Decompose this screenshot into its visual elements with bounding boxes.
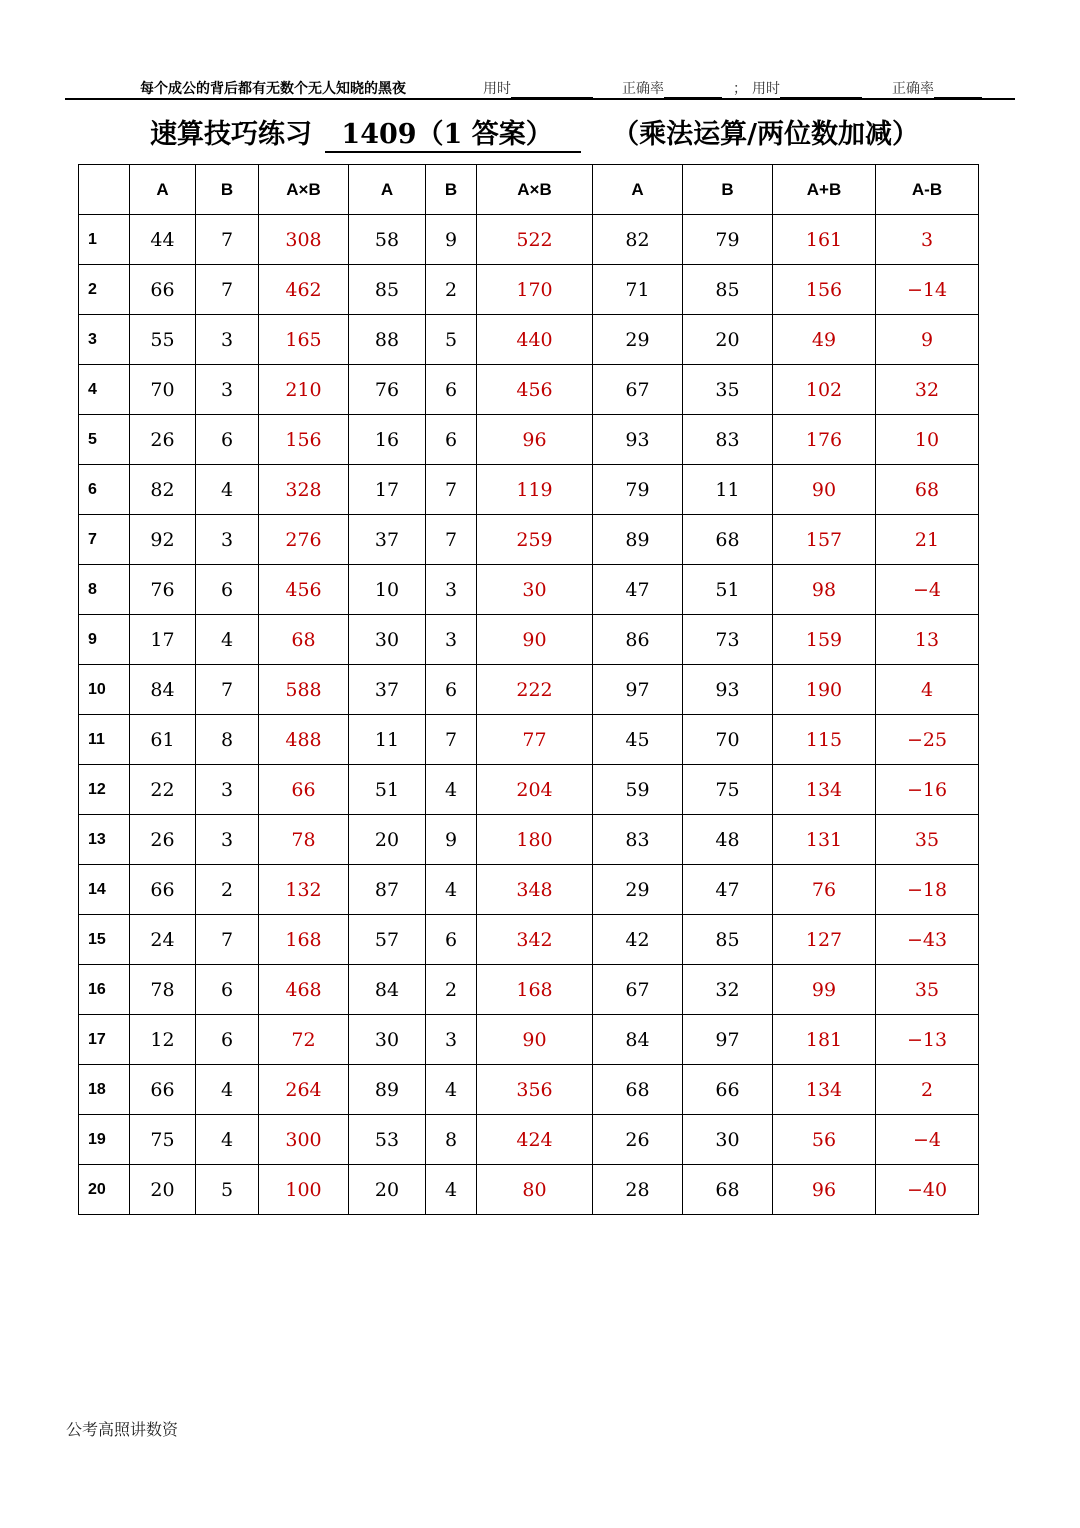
table-row — [79, 1115, 979, 1165]
operand-cell: 84 — [349, 965, 426, 1015]
answer-cell: 134 — [773, 1065, 876, 1115]
answer-cell: −18 — [876, 865, 979, 915]
answer-cell: 21 — [876, 515, 979, 565]
operand-cell: 20 — [349, 815, 426, 865]
answer-cell: 2 — [876, 1065, 979, 1115]
answer-cell: −16 — [876, 765, 979, 815]
accuracy-label-1: 正确率 — [622, 81, 664, 97]
column-header: B — [426, 165, 477, 215]
answer-cell: 356 — [477, 1065, 593, 1115]
answer-cell: 462 — [259, 265, 349, 315]
operand-cell: 29 — [593, 315, 683, 365]
answer-cell: 10 — [876, 415, 979, 465]
operand-cell: 79 — [593, 465, 683, 515]
operand-cell: 3 — [196, 765, 259, 815]
answer-cell: 100 — [259, 1165, 349, 1215]
operand-cell: 7 — [196, 265, 259, 315]
operand-cell: 68 — [683, 515, 773, 565]
operand-cell: 87 — [349, 865, 426, 915]
operand-cell: 89 — [593, 515, 683, 565]
operand-cell: 20 — [683, 315, 773, 365]
operand-cell: 67 — [593, 365, 683, 415]
answer-cell: 259 — [477, 515, 593, 565]
answer-cell: 204 — [477, 765, 593, 815]
operand-cell: 59 — [593, 765, 683, 815]
answer-cell: 170 — [477, 265, 593, 315]
operand-cell: 26 — [130, 415, 196, 465]
answer-cell: 210 — [259, 365, 349, 415]
operand-cell: 66 — [130, 865, 196, 915]
row-number: 14 — [79, 865, 130, 915]
operand-cell: 47 — [683, 865, 773, 915]
operand-cell: 67 — [593, 965, 683, 1015]
operand-cell: 82 — [130, 465, 196, 515]
row-number: 8 — [79, 565, 130, 615]
answer-cell: 424 — [477, 1115, 593, 1165]
operand-cell: 51 — [683, 565, 773, 615]
time-blank-1 — [511, 83, 593, 98]
footer-text: 公考高照讲数资 — [66, 1420, 179, 1439]
operand-cell: 42 — [593, 915, 683, 965]
operand-cell: 26 — [130, 815, 196, 865]
table-row — [79, 415, 979, 465]
time-label-1: 用时 — [483, 81, 511, 97]
answer-cell: −13 — [876, 1015, 979, 1065]
column-header: A — [130, 165, 196, 215]
operand-cell: 83 — [593, 815, 683, 865]
operand-cell: 79 — [683, 215, 773, 265]
answer-cell: 456 — [477, 365, 593, 415]
operand-cell: 84 — [130, 665, 196, 715]
table-row — [79, 665, 979, 715]
operand-cell: 3 — [196, 815, 259, 865]
operand-cell: 30 — [349, 1015, 426, 1065]
accuracy-field-2 — [892, 78, 982, 98]
column-header: A — [593, 165, 683, 215]
operand-cell: 7 — [196, 665, 259, 715]
row-number: 10 — [79, 665, 130, 715]
answer-cell: 32 — [876, 365, 979, 415]
operand-cell: 88 — [349, 315, 426, 365]
operand-cell: 75 — [130, 1115, 196, 1165]
answer-cell: 102 — [773, 365, 876, 415]
row-number: 5 — [79, 415, 130, 465]
operand-cell: 9 — [426, 215, 477, 265]
accuracy-blank-2 — [934, 83, 982, 98]
operand-cell: 7 — [426, 515, 477, 565]
operand-cell: 48 — [683, 815, 773, 865]
operand-cell: 35 — [683, 365, 773, 415]
answer-cell: 276 — [259, 515, 349, 565]
operand-cell: 70 — [683, 715, 773, 765]
answer-cell: 190 — [773, 665, 876, 715]
row-number: 20 — [79, 1165, 130, 1215]
answer-cell: 468 — [259, 965, 349, 1015]
operand-cell: 97 — [593, 665, 683, 715]
accuracy-label-2: 正确率 — [892, 81, 934, 97]
operand-cell: 7 — [196, 915, 259, 965]
operand-cell: 28 — [593, 1165, 683, 1215]
answer-cell: 522 — [477, 215, 593, 265]
title-code: 1409（1 答案） — [325, 112, 580, 153]
answer-cell: 222 — [477, 665, 593, 715]
answer-cell: −14 — [876, 265, 979, 315]
answer-cell: −4 — [876, 565, 979, 615]
column-header: A+B — [773, 165, 876, 215]
operand-cell: 44 — [130, 215, 196, 265]
table-row — [79, 915, 979, 965]
answer-cell: 99 — [773, 965, 876, 1015]
operand-cell: 75 — [683, 765, 773, 815]
answer-cell: 159 — [773, 615, 876, 665]
operand-cell: 71 — [593, 265, 683, 315]
operand-cell: 86 — [593, 615, 683, 665]
answer-cell: 168 — [259, 915, 349, 965]
operand-cell: 51 — [349, 765, 426, 815]
table-row — [79, 765, 979, 815]
answer-cell: 30 — [477, 565, 593, 615]
page-title — [150, 112, 919, 153]
answer-cell: 115 — [773, 715, 876, 765]
answer-cell: 90 — [477, 1015, 593, 1065]
row-number: 18 — [79, 1065, 130, 1115]
column-header — [79, 165, 130, 215]
operand-cell: 85 — [683, 915, 773, 965]
operand-cell: 9 — [426, 815, 477, 865]
table-row — [79, 865, 979, 915]
operand-cell: 2 — [426, 965, 477, 1015]
answer-cell: 328 — [259, 465, 349, 515]
row-number: 13 — [79, 815, 130, 865]
operand-cell: 7 — [196, 215, 259, 265]
operand-cell: 30 — [683, 1115, 773, 1165]
operand-cell: 3 — [196, 365, 259, 415]
answer-cell: 4 — [876, 665, 979, 715]
column-header: B — [196, 165, 259, 215]
operand-cell: 83 — [683, 415, 773, 465]
operand-cell: 78 — [130, 965, 196, 1015]
operand-cell: 3 — [196, 515, 259, 565]
answer-cell: 157 — [773, 515, 876, 565]
operand-cell: 66 — [683, 1065, 773, 1115]
table-row — [79, 1015, 979, 1065]
title-topic: （乘法运算/两位数加减） — [612, 119, 920, 150]
answer-cell: 127 — [773, 915, 876, 965]
answer-cell: 35 — [876, 815, 979, 865]
answer-cell: −43 — [876, 915, 979, 965]
row-number: 1 — [79, 215, 130, 265]
answer-cell: 456 — [259, 565, 349, 615]
operand-cell: 4 — [196, 465, 259, 515]
answer-cell: 13 — [876, 615, 979, 665]
operand-cell: 76 — [130, 565, 196, 615]
answer-cell: 68 — [259, 615, 349, 665]
operand-cell: 6 — [426, 415, 477, 465]
page-header — [65, 74, 1015, 100]
answer-cell: 165 — [259, 315, 349, 365]
answer-cell: 348 — [477, 865, 593, 915]
table-row — [79, 1165, 979, 1215]
table-row — [79, 815, 979, 865]
practice-table — [78, 164, 979, 1215]
operand-cell: 6 — [426, 665, 477, 715]
operand-cell: 37 — [349, 515, 426, 565]
operand-cell: 8 — [196, 715, 259, 765]
operand-cell: 7 — [426, 715, 477, 765]
answer-cell: 96 — [773, 1165, 876, 1215]
operand-cell: 53 — [349, 1115, 426, 1165]
operand-cell: 55 — [130, 315, 196, 365]
operand-cell: 37 — [349, 665, 426, 715]
table-row — [79, 465, 979, 515]
operand-cell: 11 — [683, 465, 773, 515]
operand-cell: 17 — [130, 615, 196, 665]
operand-cell: 76 — [349, 365, 426, 415]
operand-cell: 61 — [130, 715, 196, 765]
answer-cell: 440 — [477, 315, 593, 365]
row-number: 9 — [79, 615, 130, 665]
operand-cell: 29 — [593, 865, 683, 915]
operand-cell: 85 — [683, 265, 773, 315]
answer-cell: 488 — [259, 715, 349, 765]
answer-cell: −25 — [876, 715, 979, 765]
operand-cell: 6 — [426, 365, 477, 415]
answer-cell: 132 — [259, 865, 349, 915]
operand-cell: 85 — [349, 265, 426, 315]
row-number: 12 — [79, 765, 130, 815]
operand-cell: 58 — [349, 215, 426, 265]
operand-cell: 3 — [426, 565, 477, 615]
row-number: 4 — [79, 365, 130, 415]
time-blank-2 — [780, 83, 862, 98]
answer-cell: 9 — [876, 315, 979, 365]
row-number: 16 — [79, 965, 130, 1015]
operand-cell: 4 — [426, 865, 477, 915]
row-number: 2 — [79, 265, 130, 315]
operand-cell: 17 — [349, 465, 426, 515]
row-number: 6 — [79, 465, 130, 515]
answer-cell: 98 — [773, 565, 876, 615]
answer-cell: 119 — [477, 465, 593, 515]
row-number: 7 — [79, 515, 130, 565]
row-number: 19 — [79, 1115, 130, 1165]
operand-cell: 73 — [683, 615, 773, 665]
answer-cell: 176 — [773, 415, 876, 465]
answer-cell: 80 — [477, 1165, 593, 1215]
answer-cell: 66 — [259, 765, 349, 815]
operand-cell: 84 — [593, 1015, 683, 1065]
answer-cell: −4 — [876, 1115, 979, 1165]
operand-cell: 93 — [593, 415, 683, 465]
operand-cell: 11 — [349, 715, 426, 765]
table-row — [79, 615, 979, 665]
accuracy-field-1 — [622, 78, 722, 98]
table-body — [79, 215, 979, 1215]
answer-cell: 156 — [773, 265, 876, 315]
column-header: A-B — [876, 165, 979, 215]
operand-cell: 92 — [130, 515, 196, 565]
operand-cell: 5 — [426, 315, 477, 365]
operand-cell: 12 — [130, 1015, 196, 1065]
operand-cell: 3 — [196, 315, 259, 365]
operand-cell: 6 — [196, 415, 259, 465]
answer-cell: 156 — [259, 415, 349, 465]
operand-cell: 70 — [130, 365, 196, 415]
operand-cell: 4 — [426, 1065, 477, 1115]
title-main: 速算技巧练习 — [150, 119, 312, 150]
row-number: 3 — [79, 315, 130, 365]
motto-text: 每个成公的背后都有无数个无人知晓的黑夜 — [140, 81, 406, 97]
operand-cell: 2 — [426, 265, 477, 315]
answer-cell: 96 — [477, 415, 593, 465]
operand-cell: 30 — [349, 615, 426, 665]
table-row — [79, 365, 979, 415]
operand-cell: 32 — [683, 965, 773, 1015]
operand-cell: 2 — [196, 865, 259, 915]
answer-cell: 90 — [477, 615, 593, 665]
answer-cell: 77 — [477, 715, 593, 765]
table-row — [79, 515, 979, 565]
operand-cell: 24 — [130, 915, 196, 965]
answer-cell: 181 — [773, 1015, 876, 1065]
answer-cell: 72 — [259, 1015, 349, 1065]
operand-cell: 26 — [593, 1115, 683, 1165]
operand-cell: 6 — [196, 565, 259, 615]
operand-cell: 4 — [196, 1065, 259, 1115]
column-header: B — [683, 165, 773, 215]
answer-cell: 180 — [477, 815, 593, 865]
operand-cell: 7 — [426, 465, 477, 515]
operand-cell: 82 — [593, 215, 683, 265]
answer-cell: 76 — [773, 865, 876, 915]
operand-cell: 4 — [196, 1115, 259, 1165]
table-header-row — [79, 165, 979, 215]
row-number: 17 — [79, 1015, 130, 1065]
table-row — [79, 265, 979, 315]
answer-cell: 264 — [259, 1065, 349, 1115]
row-number: 11 — [79, 715, 130, 765]
table-row — [79, 715, 979, 765]
answer-cell: 56 — [773, 1115, 876, 1165]
operand-cell: 8 — [426, 1115, 477, 1165]
operand-cell: 16 — [349, 415, 426, 465]
operand-cell: 22 — [130, 765, 196, 815]
operand-cell: 10 — [349, 565, 426, 615]
operand-cell: 20 — [130, 1165, 196, 1215]
answer-cell: 588 — [259, 665, 349, 715]
operand-cell: 93 — [683, 665, 773, 715]
operand-cell: 4 — [196, 615, 259, 665]
row-number: 15 — [79, 915, 130, 965]
operand-cell: 6 — [196, 1015, 259, 1065]
operand-cell: 45 — [593, 715, 683, 765]
operand-cell: 68 — [593, 1065, 683, 1115]
table-row — [79, 1065, 979, 1115]
answer-cell: 3 — [876, 215, 979, 265]
time-field-2 — [752, 78, 862, 98]
answer-cell: −40 — [876, 1165, 979, 1215]
operand-cell: 97 — [683, 1015, 773, 1065]
operand-cell: 6 — [426, 915, 477, 965]
operand-cell: 3 — [426, 615, 477, 665]
operand-cell: 4 — [426, 765, 477, 815]
separator: ； — [733, 81, 747, 97]
answer-cell: 134 — [773, 765, 876, 815]
answer-cell: 300 — [259, 1115, 349, 1165]
operand-cell: 57 — [349, 915, 426, 965]
operand-cell: 68 — [683, 1165, 773, 1215]
answer-cell: 168 — [477, 965, 593, 1015]
accuracy-blank-1 — [664, 83, 722, 98]
column-header: A×B — [259, 165, 349, 215]
answer-cell: 68 — [876, 465, 979, 515]
table-row — [79, 565, 979, 615]
answer-cell: 78 — [259, 815, 349, 865]
time-field-1 — [483, 78, 593, 98]
operand-cell: 5 — [196, 1165, 259, 1215]
answer-cell: 35 — [876, 965, 979, 1015]
column-header: A — [349, 165, 426, 215]
time-label-2: 用时 — [752, 81, 780, 97]
operand-cell: 89 — [349, 1065, 426, 1115]
operand-cell: 66 — [130, 1065, 196, 1115]
table-row — [79, 315, 979, 365]
answer-cell: 308 — [259, 215, 349, 265]
operand-cell: 20 — [349, 1165, 426, 1215]
table-row — [79, 215, 979, 265]
answer-cell: 161 — [773, 215, 876, 265]
table-row — [79, 965, 979, 1015]
operand-cell: 66 — [130, 265, 196, 315]
operand-cell: 6 — [196, 965, 259, 1015]
operand-cell: 4 — [426, 1165, 477, 1215]
answer-cell: 49 — [773, 315, 876, 365]
operand-cell: 3 — [426, 1015, 477, 1065]
answer-cell: 131 — [773, 815, 876, 865]
answer-cell: 90 — [773, 465, 876, 515]
operand-cell: 47 — [593, 565, 683, 615]
column-header: A×B — [477, 165, 593, 215]
answer-cell: 342 — [477, 915, 593, 965]
